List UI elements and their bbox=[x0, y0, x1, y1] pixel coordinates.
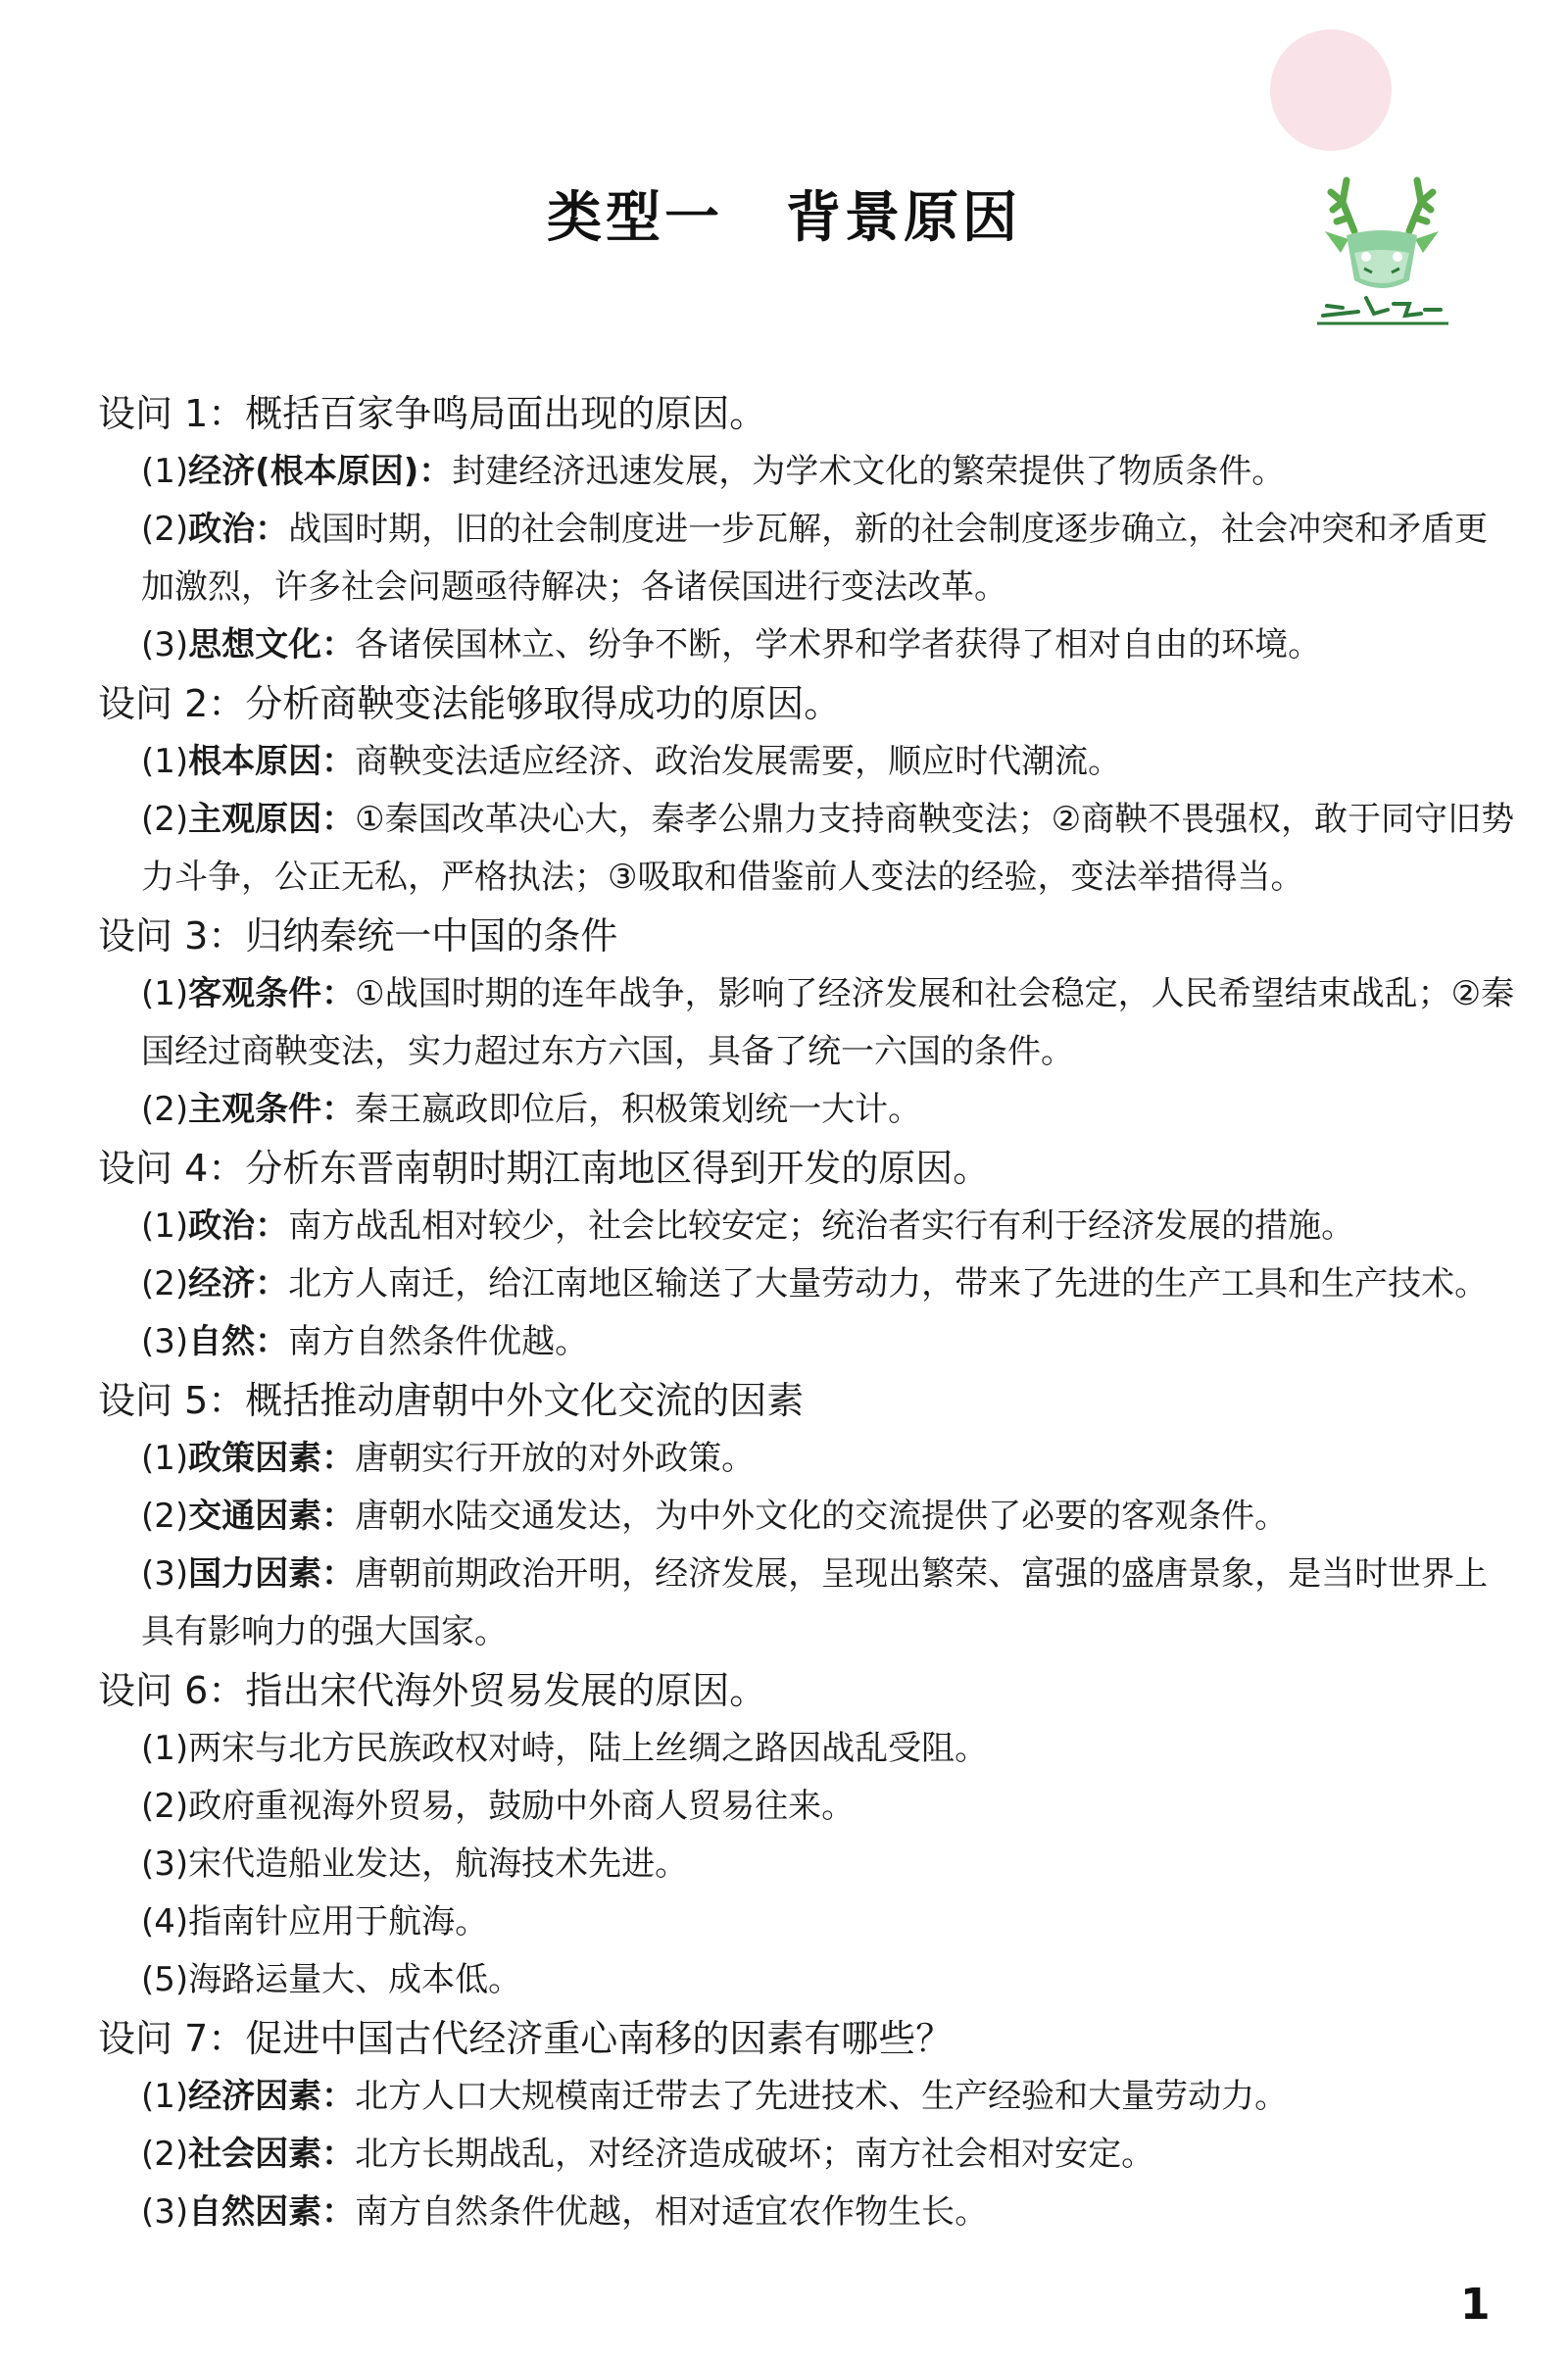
question-label: 设问 2： bbox=[98, 682, 246, 725]
answer-item: (2)交通因素：唐朝水陆交通发达，为中外文化的交流提供了必要的客观条件。 bbox=[141, 1497, 1289, 1536]
answer-item: (1)两宋与北方民族政权对峙，陆上丝绸之路因战乱受阻。 bbox=[141, 1729, 989, 1768]
answer-item: (3)自然因素：南方自然条件优越，相对适宜农作物生长。 bbox=[141, 2192, 989, 2232]
question-label: 设问 6： bbox=[98, 1669, 246, 1712]
question-6 bbox=[98, 1661, 1519, 1720]
question-5 bbox=[98, 1371, 1519, 1430]
answer-item: (3)宋代造船业发达，航海技术先进。 bbox=[141, 1844, 689, 1884]
question-text: 归纳秦统一中国的条件 bbox=[245, 914, 618, 958]
decorative-circle bbox=[1270, 29, 1392, 151]
question-4 bbox=[98, 1139, 1519, 1198]
page-number: 1 bbox=[1460, 2280, 1491, 2330]
question-text: 指出宋代海外贸易发展的原因。 bbox=[245, 1669, 767, 1712]
question-label: 设问 4： bbox=[98, 1147, 246, 1190]
title-type: 类型一 bbox=[547, 186, 723, 250]
answer-item: (5)海路运量大、成本低。 bbox=[141, 1960, 522, 1999]
question-text: 促进中国古代经济重心南移的因素有哪些？ bbox=[245, 2017, 954, 2060]
question-list bbox=[98, 384, 1519, 2241]
question-7 bbox=[98, 2009, 1519, 2068]
question-label: 设问 1： bbox=[98, 392, 246, 435]
answer-item: (3)自然：南方自然条件优越。 bbox=[141, 1322, 589, 1361]
answer-item: (2)政府重视海外贸易，鼓励中外商人贸易往来。 bbox=[141, 1787, 856, 1826]
question-label: 设问 3： bbox=[98, 914, 246, 958]
answer-item: (2)经济：北方人南迁，给江南地区输送了大量劳动力，带来了先进的生产工具和生产技术。 bbox=[141, 1264, 1489, 1303]
answer-item: (2)主观条件：秦王嬴政即位后，积极策划统一大计。 bbox=[141, 1090, 922, 1129]
answer-item: (3)思想文化：各诸侯国林立、纷争不断，学术界和学者获得了相对自由的环境。 bbox=[141, 625, 1322, 664]
question-label: 设问 7： bbox=[98, 2017, 246, 2060]
question-text: 分析东晋南朝时期江南地区得到开发的原因。 bbox=[245, 1147, 991, 1190]
question-1 bbox=[98, 384, 1519, 443]
answer-item: (1)客观条件：①战国时期的连年战争，影响了经济发展和社会稳定，人民希望结束战乱；②秦国经过商鞅变法，实力超过东方六国，具备了统一六国的条件。 bbox=[141, 974, 1515, 1071]
answer-item: (4)指南针应用于航海。 bbox=[141, 1902, 489, 1942]
question-text: 概括百家争鸣局面出现的原因。 bbox=[245, 392, 767, 435]
answer-item: (1)政治：南方战乱相对较少，社会比较安定；统治者实行有利于经济发展的措施。 bbox=[141, 1206, 1355, 1246]
answer-item: (1)根本原因：商鞅变法适应经济、政治发展需要，顺应时代潮流。 bbox=[141, 742, 1122, 781]
question-2 bbox=[98, 674, 1519, 733]
answer-item: (3)国力因素：唐朝前期政治开明，经济发展，呈现出繁荣、富强的盛唐景象，是当时世界上具有影响力的强大国家。 bbox=[141, 1554, 1489, 1651]
answer-item: (1)经济因素：北方人口大规模南迁带去了先进技术、生产经验和大量劳动力。 bbox=[141, 2077, 1289, 2116]
answer-item: (2)社会因素：北方长期战乱，对经济造成破坏；南方社会相对安定。 bbox=[141, 2135, 1155, 2174]
question-text: 分析商鞅变法能够取得成功的原因。 bbox=[245, 682, 842, 725]
question-text: 概括推动唐朝中外文化交流的因素 bbox=[245, 1379, 805, 1422]
deer-head-icon bbox=[1303, 163, 1460, 335]
answer-item: (1)政策因素：唐朝实行开放的对外政策。 bbox=[141, 1439, 756, 1478]
answer-item: (1)经济(根本原因)：封建经济迅速发展，为学术文化的繁荣提供了物质条件。 bbox=[141, 452, 1286, 491]
question-3 bbox=[98, 907, 1519, 965]
title-topic: 背景原因 bbox=[786, 186, 1021, 250]
answer-item: (2)主观原因：①秦国改革决心大，秦孝公鼎力支持商鞅变法；②商鞅不畏强权，敢于同守旧势力斗争，公正无私，严格执法；③吸取和借鉴前人变法的经验，变法举措得当。 bbox=[141, 800, 1515, 897]
question-label: 设问 5： bbox=[98, 1379, 246, 1422]
answer-item: (2)政治：战国时期，旧的社会制度进一步瓦解，新的社会制度逐步确立，社会冲突和矛盾更加激烈，许多社会问题亟待解决；各诸侯国进行变法改革。 bbox=[141, 510, 1489, 607]
